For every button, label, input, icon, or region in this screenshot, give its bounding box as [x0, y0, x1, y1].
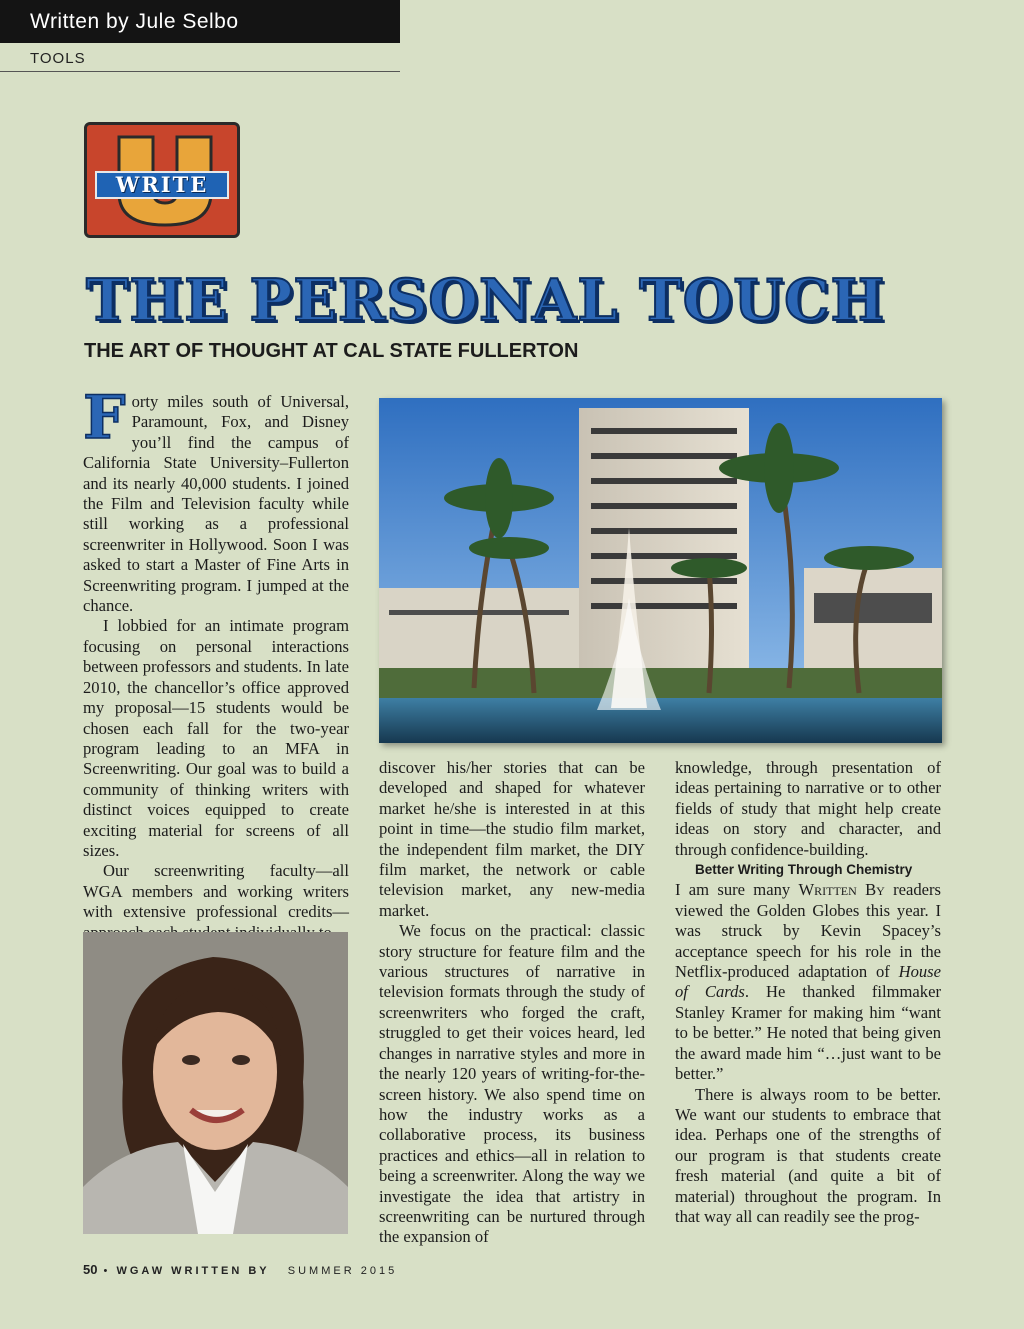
- paragraph: Our screenwriting faculty—all WGA members and working writers with extensive professional credits—: [83, 861, 349, 922]
- section-label: TOOLS: [30, 50, 86, 67]
- logo-word: WRITE: [95, 171, 229, 199]
- paragraph-text: I am sure many: [675, 880, 799, 900]
- section-divider: [0, 71, 400, 72]
- paragraph: I lobbied for an intimate program focusing on personal interactions between professors and students. In late 2010, the chancellor’s office approved my proposal—15 students would be chosen each fall for the two-year program leading to an MFA in Screenwriting. Our goal was to build a community of thinking writers with distinct voices equipped to create exciting material for screens of all sizes.: [83, 616, 349, 860]
- show-title: House of Cards: [675, 962, 941, 1002]
- drop-cap: F: [83, 383, 126, 453]
- paragraph-text: orty miles south of Universal, Paramount, Fox, and Disney you’ll find the campus of California State University–Fullerton and its nearly 40,000 students. I joined the Film and Television faculty while still working as a professional screenwriter in Hollywood. Soon I was asked to start a Master of Fine Arts in Screenwriting program. I jumped at the chance.: [83, 392, 349, 616]
- column-3: [675, 758, 941, 1227]
- paragraph: discover his/her stories that can be developed and shaped for whatever market he/she is interested in at this point in time—the studio film market, the independent film market, the DIY film market, the network or cable television market, any new-media market.: [379, 758, 645, 920]
- paragraph: We focus on the practical: classic story structure for feature film and the various structures of narrative in television formats through the study of screenwriters who forged the craft, struggled to get their voices heard, led changes in narrative styles and more in the nearly 120 years of writing-for-the-screen history. We also spend time on how the industry works as a collaborative process, its business practices and ethics—all in relation to being a screenwriter. Along the way we investigate the idea that artistry in screenwriting can be nurtured through the expansion of: [379, 921, 645, 1247]
- u-write-logo: [84, 122, 240, 238]
- article-subtitle: THE ART OF THOUGHT AT CAL STATE FULLERTON: [84, 340, 579, 362]
- author-portrait-image: [83, 932, 348, 1234]
- page-footer: [83, 1262, 397, 1277]
- paragraph: [675, 880, 941, 1084]
- paragraph: [83, 383, 349, 616]
- author-portrait: [83, 932, 348, 1234]
- byline: Written by Jule Selbo: [30, 10, 239, 33]
- magazine-name: Written By: [798, 880, 885, 900]
- column-1: [83, 383, 349, 943]
- paragraph-text: . He thanked filmmaker Stanley Kramer for making him “want to be better.” He noted that being given the award made him “…just want to be better.”: [675, 982, 941, 1084]
- article-title: THE PERSONAL TOUCH: [86, 267, 886, 334]
- issue-date: SUMMER 2015: [287, 1265, 398, 1277]
- column-2: [379, 758, 645, 1248]
- paragraph: There is always room to be better. We want our students to embrace that idea. Perhaps one of the strengths of our program is that students create fresh material (and quite a bit of material) throughout the program. In that way all can readily see the prog-: [675, 1084, 941, 1226]
- campus-photo: [379, 398, 942, 743]
- magazine-title: WGAW WRITTEN BY: [116, 1265, 270, 1277]
- folio-bullet: •: [103, 1265, 111, 1277]
- page-number: 50: [83, 1262, 98, 1277]
- paragraph: knowledge, through presentation of ideas pertaining to narrative or to other fields of study that might help create ideas on story and character, and through confidence-building.: [675, 758, 941, 859]
- section-subhead: Better Writing Through Chemistry: [695, 862, 913, 878]
- byline-bar: [0, 0, 400, 43]
- paragraph-text: readers viewed the Golden Globes this year. I was struck by Kevin Spacey’s acceptance speech for his role in the Netflix-produced adaptation of: [675, 880, 942, 982]
- campus-fountain-image: [379, 398, 942, 743]
